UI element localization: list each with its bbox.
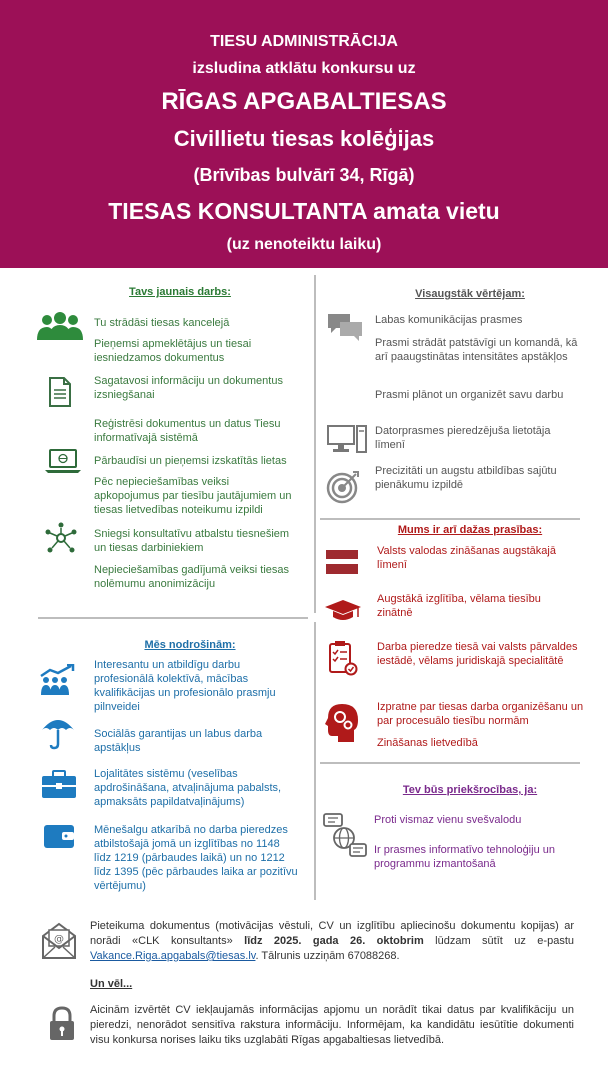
team-icon	[34, 312, 86, 342]
mail-icon	[40, 920, 78, 960]
requirements-item-3: Darba pieredze tiesā vai valsts pārvaldes iestādē, vēlams juridiskajā specialitātē	[377, 641, 578, 667]
email-link[interactable]: Vakance.Riga.apgabals@tiesas.lv	[90, 950, 256, 962]
wallet-icon	[42, 822, 76, 850]
requirements-title: Mums ir arī dažas prasības:	[397, 524, 543, 536]
values-item-1: Labas komunikācijas prasmes	[375, 314, 523, 326]
work-item-7: Sniegsi konsultatīvu atbalstu tiesnešiem un tiesas darbiniekiem	[94, 528, 290, 554]
document-icon	[48, 376, 72, 408]
values-item-5: Precizitāti un augstu atbildības sajūtu pienākumu izpildē	[375, 465, 557, 491]
work-item-8: Nepieciešamības gadījumā veiksi tiesas nolēmumu anonimizāciju	[94, 564, 290, 590]
right-divider-1	[320, 518, 580, 520]
advantages-item-2: Ir prasmes informatīvo tehnoloģiju un programmu izmantošanā	[374, 844, 555, 870]
more-title-text: Un vēl...	[90, 978, 133, 990]
work-item-4: Reģistrēsi dokumentus un datus Tiesu informatīvajā sistēmā	[94, 418, 281, 444]
head-gears-icon	[324, 702, 360, 744]
work-item-5: Pārbaudīsi un pieņemsi izskatītās lietas	[94, 455, 287, 467]
court-name: RĪGAS APGABALTIESAS	[161, 88, 447, 115]
privacy-notice: Aicinām izvērtēt CV iekļaujamās informācijas apjomu un norādīt tikai datus par kvalifikāciju un pieredzi, nenorādot sensitīva rakstura informāciju. Informējam, ka kandidātu iesūtītie dokumenti visu konkursa norises laiku tiks uzglabāti Rīgas apgabaltiesas lietvedībā.	[90, 1004, 574, 1046]
provide-item-3: Lojalitātes sistēmu (veselības apdrošināšana, atvaļinājuma pabalsts, apmaksāts papildatvaļinājums)	[94, 768, 282, 808]
values-item-3: Prasmi plānot un organizēt savu darbu	[375, 389, 564, 401]
values-item-2: Prasmi strādāt patstāvīgi un komandā, kā arī paaugstinātas intensitātes apstākļos	[375, 337, 578, 363]
lock-icon	[48, 1006, 76, 1042]
org-name: TIESU ADMINISTRĀCIJA	[210, 33, 398, 50]
requirements-item-1: Valsts valodas zināšanas augstākajā līmenī	[377, 545, 556, 571]
header-banner	[0, 0, 608, 268]
work-item-6: Pēc nepieciešamības veiksi apkopojumus par tiesību jautājumiem un tiesas lietvedības noteikumu izpildi	[94, 476, 292, 516]
phone-text: . Tālrunis uzziņām 67088268.	[255, 950, 400, 962]
position-title: TIESAS KONSULTANTA amata vietu	[108, 198, 500, 224]
apply-text-2: lūdzam sūtīt uz e-pastu	[423, 935, 574, 947]
computer-icon	[326, 424, 368, 454]
requirements-item-5: Zināšanas lietvedībā	[377, 737, 478, 749]
provide-item-2: Sociālās garantijas un labus darba apstākļus	[94, 728, 263, 754]
language-globe-icon	[322, 812, 368, 858]
provide-item-4: Mēnešalgu atkarībā no darba pieredzes atbilstošajā jomā un izglītības no 1148 līdz 1219 (pārbaudes laikā) un no 1212 līdz 1395 (pēc pārbaudes laika ar pozitīvu vērtējumu)	[94, 824, 298, 892]
checklist-icon	[328, 640, 358, 676]
growth-team-icon	[38, 664, 78, 696]
provide-item-1: Interesantu un atbildīgu darbu profesionālā kolektīvā, mācības kvalifikācijas un profesionālo prasmju pilnveidei	[94, 659, 276, 713]
requirements-item-2: Augstākā izglītība, vēlama tiesību zinātnē	[377, 593, 541, 619]
left-divider	[38, 617, 308, 619]
svg-text:@: @	[54, 934, 64, 945]
umbrella-icon	[40, 714, 76, 750]
graduation-cap-icon	[324, 598, 362, 622]
advantages-item-1: Proti vismaz vienu svešvalodu	[374, 814, 522, 826]
chat-icon	[326, 312, 364, 342]
work-title: Tavs jaunais darbs:	[129, 286, 231, 298]
briefcase-icon	[40, 770, 78, 800]
position-term: (uz nenoteiktu laiku)	[226, 236, 382, 253]
court-address: (Brīvības bulvārī 34, Rīgā)	[193, 165, 415, 185]
values-item-4: Datorprasmes pieredzējuša lietotāja līmenī	[375, 425, 551, 451]
apply-deadline: līdz 2025. gada 26. oktobrim	[244, 935, 424, 947]
center-divider-bottom	[314, 622, 316, 900]
apply-info	[90, 919, 574, 964]
right-divider-2	[320, 762, 580, 764]
apply-text-1: Pieteikuma dokumentus (motivācijas vēstuli, CV un izglītību apliecinošu dokumentu kopijas) ar norādi «CLK konsultants»	[90, 920, 574, 947]
network-icon	[44, 522, 78, 554]
values-title: Visaugstāk vērtējam:	[415, 288, 525, 300]
advantages-title: Tev būs priekšrocības, ja:	[402, 784, 538, 796]
target-icon	[326, 470, 360, 504]
flag-icon	[326, 550, 358, 574]
work-item-1: Tu strādāsi tiesas kancelejā	[94, 317, 230, 329]
more-title	[90, 977, 132, 992]
center-divider-top	[314, 275, 316, 613]
college-name: Civillietu tiesas kolēģijas	[173, 126, 435, 151]
requirements-item-4: Izpratne par tiesas darba organizēšanu un par procesuālo tiesību normām	[377, 701, 584, 727]
announce-line: izsludina atklātu konkursu uz	[192, 60, 416, 77]
work-item-3: Sagatavosi informāciju un dokumentus izsniegšanai	[94, 375, 283, 401]
work-item-2: Pieņemsi apmeklētājus un tiesai iesniedzamos dokumentus	[94, 338, 252, 364]
laptop-icon	[44, 448, 82, 474]
provide-title: Mēs nodrošinām:	[144, 639, 236, 651]
